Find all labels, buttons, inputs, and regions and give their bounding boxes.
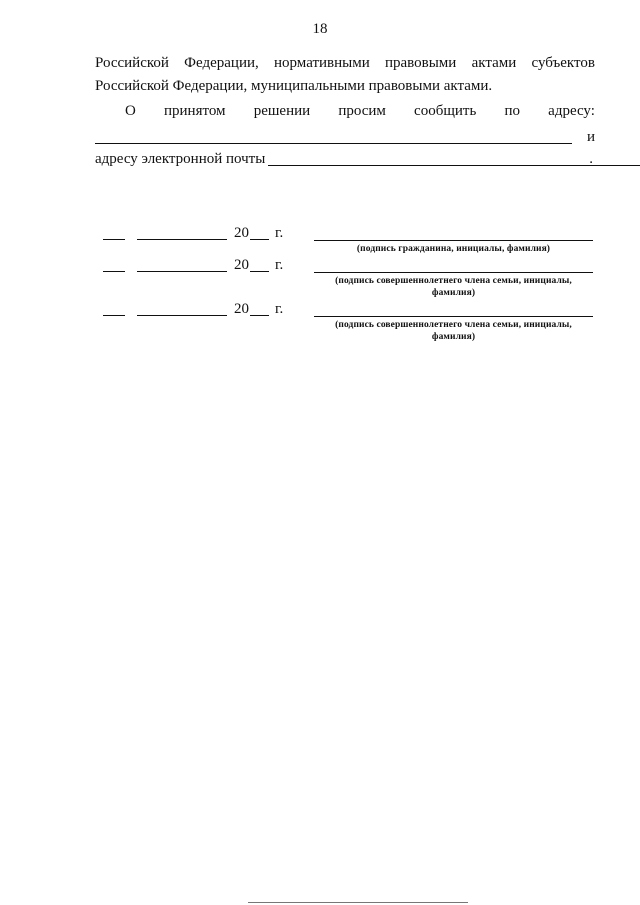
word: актами: [471, 55, 517, 71]
year-prefix: 20: [234, 301, 249, 317]
word: субъектов: [531, 55, 595, 71]
word: адресу:: [548, 103, 595, 119]
word: по: [504, 103, 520, 119]
month-blank[interactable]: [137, 271, 227, 272]
month-blank[interactable]: [137, 239, 227, 240]
date-field: [103, 300, 303, 318]
email-address-row: [95, 150, 595, 168]
date-field: [103, 256, 303, 274]
signature-caption: (подпись совершеннолетнего члена семьи, инициалы, фамилия): [335, 320, 572, 342]
year-blank[interactable]: [250, 315, 269, 316]
signature-blank[interactable]: [314, 316, 593, 317]
conjunction-text: и: [586, 129, 595, 145]
year-suffix: г.: [275, 257, 284, 273]
day-blank[interactable]: [103, 239, 125, 240]
signature-blank[interactable]: [314, 272, 593, 273]
word: правовыми: [384, 55, 457, 71]
end-punctuation: .: [589, 151, 593, 167]
word: просим: [338, 103, 386, 119]
year-suffix: г.: [275, 225, 284, 241]
day-blank[interactable]: [103, 315, 125, 316]
word: Федерации,: [184, 55, 259, 71]
signature-caption: (подпись совершеннолетнего члена семьи, инициалы, фамилия): [335, 276, 572, 298]
signature-block-family-member-2: [0, 300, 640, 360]
word: нормативными: [274, 55, 370, 71]
paragraph-line-2: Российской Федерации, муниципальными правовыми актами.: [95, 78, 493, 94]
word: сообщить: [414, 103, 477, 119]
email-address-blank[interactable]: [268, 165, 640, 166]
signature-caption: (подпись гражданина, инициалы, фамилия): [356, 244, 551, 254]
paragraph-line-1: [95, 54, 595, 72]
year-prefix: 20: [234, 257, 249, 273]
signature-blank[interactable]: [314, 240, 593, 241]
year-blank[interactable]: [250, 271, 269, 272]
email-label: адресу электронной почты: [95, 151, 266, 167]
page-number: 18: [312, 21, 328, 37]
paragraph-line-3: [95, 102, 595, 120]
postal-address-blank[interactable]: [95, 143, 572, 144]
word: О: [125, 103, 136, 119]
page-bottom-edge-line: [248, 902, 468, 903]
date-field: [103, 224, 303, 242]
word: решении: [253, 103, 311, 119]
year-prefix: 20: [234, 225, 249, 241]
year-suffix: г.: [275, 301, 284, 317]
year-blank[interactable]: [250, 239, 269, 240]
postal-address-row: [95, 128, 595, 146]
month-blank[interactable]: [137, 315, 227, 316]
word: принятом: [164, 103, 226, 119]
day-blank[interactable]: [103, 271, 125, 272]
word: Российской: [95, 55, 169, 71]
